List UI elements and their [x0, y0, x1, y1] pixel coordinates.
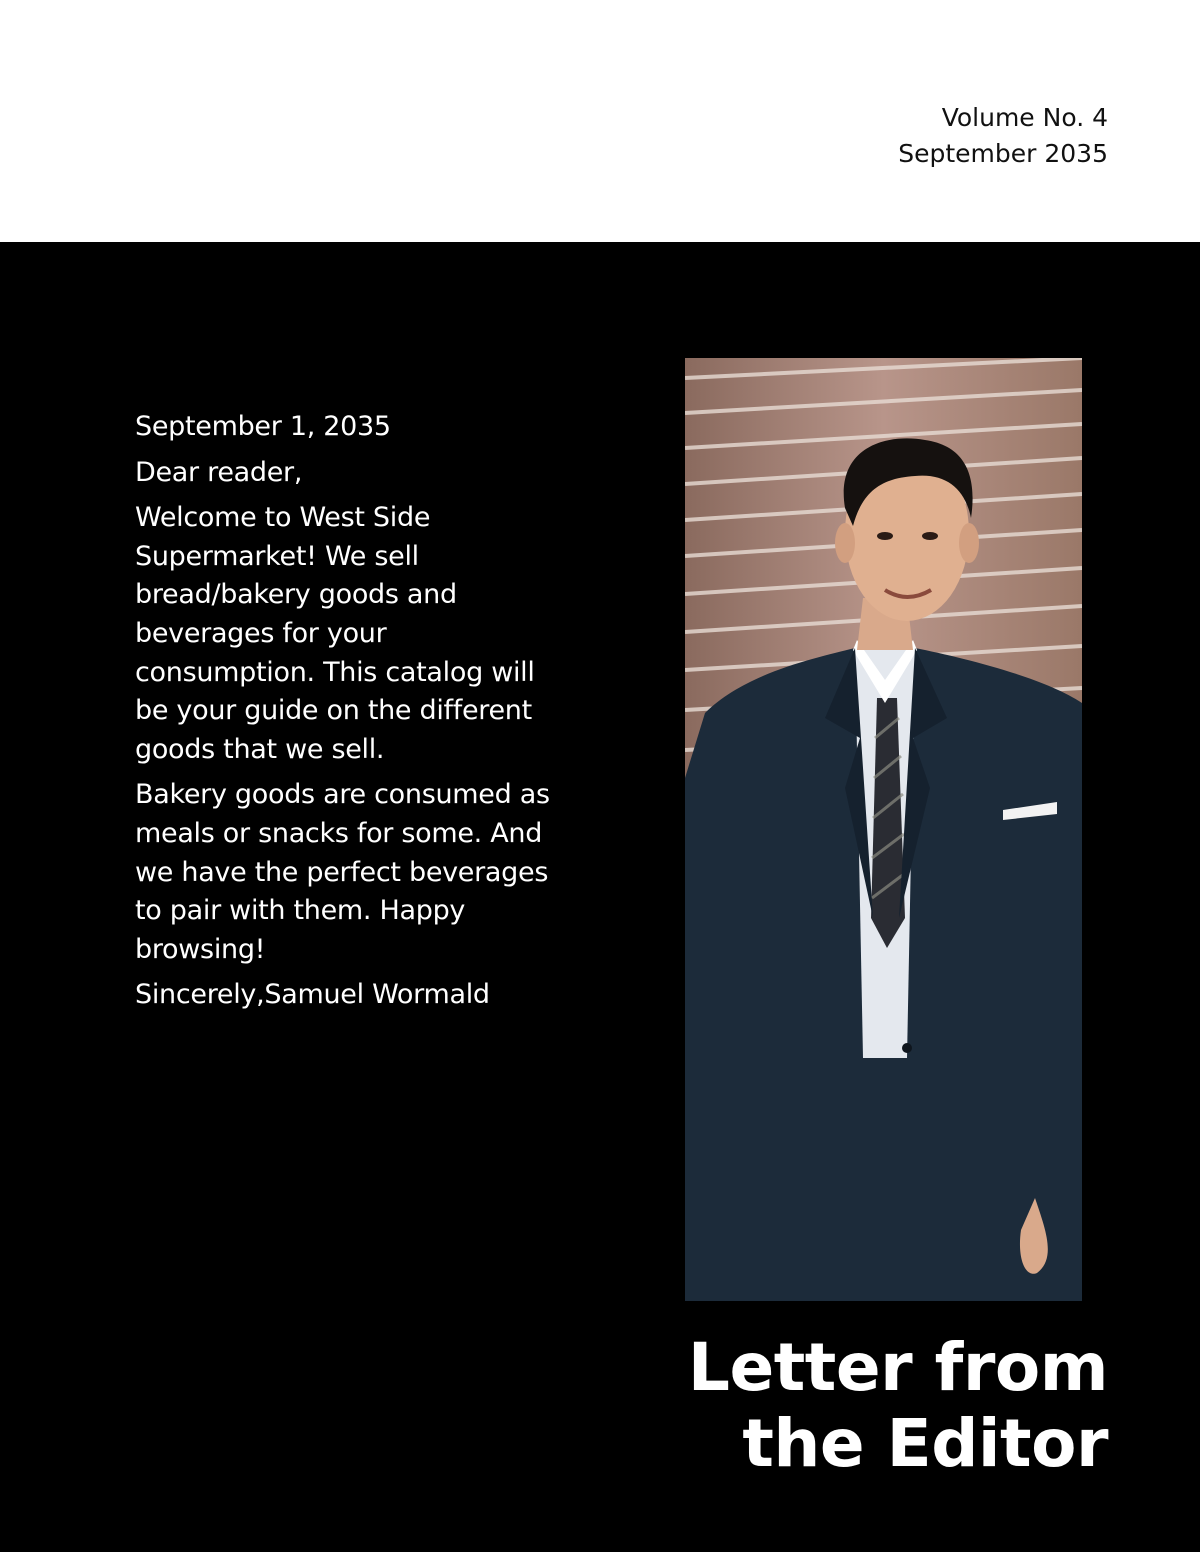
letter-greeting: Dear reader,	[135, 456, 303, 488]
volume-number: Volume No. 4	[941, 103, 1108, 132]
header-band	[0, 0, 1200, 242]
letter-body	[135, 408, 555, 1022]
letter-signoff: Sincerely,Samuel Wormald	[135, 979, 490, 1011]
issue-date: September 2035	[898, 139, 1108, 168]
page-title	[688, 1330, 1108, 1482]
editor-letter-panel	[0, 242, 1200, 1552]
title-line-1: Letter from	[687, 1329, 1108, 1406]
letter-paragraph-2: Bakery goods are consumed as meals or snacks for some. And we have the perfect beverages to pair with them. Happy browsing!	[135, 779, 550, 965]
issue-info	[898, 100, 1108, 172]
editor-photo	[685, 358, 1082, 1301]
letter-date: September 1, 2035	[135, 411, 391, 442]
title-line-2: the Editor	[742, 1405, 1108, 1482]
letter-paragraph-1: Welcome to West Side Supermarket! We sell bread/bakery goods and beverages for your consumption. This catalog will be your guide on the different goods that we sell.	[135, 502, 535, 765]
